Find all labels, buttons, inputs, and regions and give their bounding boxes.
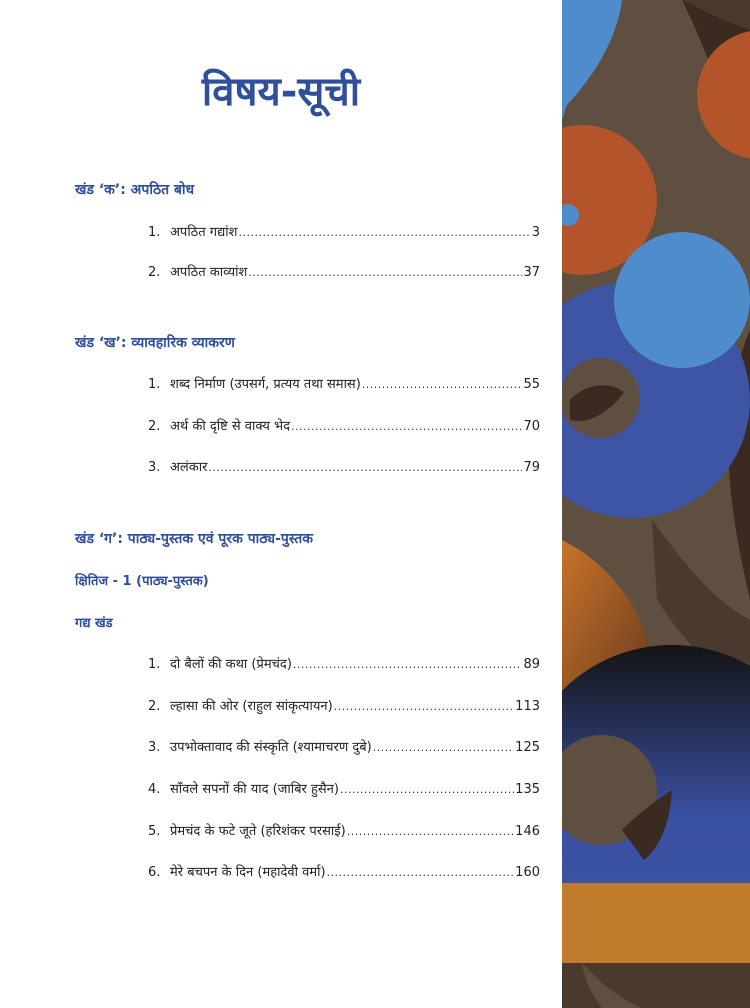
- decorative-artwork: [562, 0, 750, 1008]
- entry-number: 2.: [148, 699, 161, 714]
- entry-title: अपठित काव्यांश: [170, 265, 248, 280]
- entry-page: 146: [515, 824, 540, 839]
- entry-title: दो बैलों की कथा (प्रेमचंद): [170, 657, 292, 672]
- entry-number: 2.: [148, 419, 161, 434]
- entry-number: 6.: [148, 865, 161, 880]
- entry-page: 3: [531, 225, 540, 240]
- entry-number: 3.: [148, 460, 161, 475]
- dot-leader: [293, 658, 523, 671]
- entry-page: 37: [523, 265, 540, 280]
- toc-entry[interactable]: [148, 222, 540, 242]
- toc-entry[interactable]: [148, 457, 540, 477]
- entry-title: ल्हासा की ओर (राहुल सांकृत्यायन): [170, 699, 333, 714]
- entry-title: साँवले सपनों की याद (जाबिर हुसैन): [170, 782, 339, 797]
- dot-leader: [347, 825, 514, 838]
- entry-page: 160: [515, 865, 540, 880]
- entry-title: अलंकार: [170, 460, 208, 475]
- entry-title: मेरे बचपन के दिन (महादेवी वर्मा): [170, 865, 326, 880]
- toc-entry[interactable]: [148, 262, 540, 282]
- entry-page: 125: [515, 740, 540, 755]
- entry-title: अर्थ की दृष्टि से वाक्य भेद: [170, 419, 291, 434]
- abstract-shapes-graphic: [562, 0, 750, 1008]
- entry-page: 113: [515, 699, 540, 714]
- dot-leader: [340, 783, 514, 796]
- dot-leader: [373, 741, 514, 754]
- entry-title: शब्द निर्माण (उपसर्ग, प्रत्यय तथा समास): [170, 377, 361, 392]
- entry-page: 70: [523, 419, 540, 434]
- entry-number: 1.: [148, 225, 161, 240]
- section-heading-b: खंड ‘ख’: व्यावहारिक व्याकरण: [75, 335, 235, 351]
- section-heading-a: खंड ‘क’: अपठित बोध: [75, 182, 195, 198]
- toc-entry[interactable]: [148, 821, 540, 841]
- entry-title: उपभोक्तावाद की संस्कृति (श्यामाचरण दुबे): [170, 740, 372, 755]
- entry-page: 135: [515, 782, 540, 797]
- dot-leader: [248, 266, 522, 279]
- dot-leader: [208, 461, 522, 474]
- subsubsection-heading: गद्य खंड: [75, 616, 113, 631]
- entry-title: प्रेमचंद के फटे जूते (हरिशंकर परसाई): [170, 824, 346, 839]
- entry-number: 1.: [148, 377, 161, 392]
- toc-entry[interactable]: [148, 737, 540, 757]
- toc-entry[interactable]: [148, 416, 540, 436]
- section-heading-c: खंड ‘ग’: पाठ्य-पुस्तक एवं पूरक पाठ्य-पुस्तक: [75, 531, 314, 547]
- subsection-heading: क्षितिज - 1 (पाठ्य-पुस्तक): [75, 574, 209, 589]
- toc-entry[interactable]: [148, 862, 540, 882]
- dot-leader: [334, 700, 515, 713]
- entry-page: 55: [523, 377, 540, 392]
- entry-page: 89: [523, 657, 540, 672]
- dot-leader: [327, 866, 515, 879]
- entry-number: 4.: [148, 782, 161, 797]
- entry-number: 5.: [148, 824, 161, 839]
- entry-number: 3.: [148, 740, 161, 755]
- toc-entry[interactable]: [148, 374, 540, 394]
- dot-leader: [362, 378, 523, 391]
- entry-title: अपठित गद्यांश: [170, 225, 238, 240]
- dot-leader: [291, 420, 522, 433]
- entry-page: 79: [523, 460, 540, 475]
- entry-number: 1.: [148, 657, 161, 672]
- dot-leader: [239, 226, 531, 239]
- toc-entry[interactable]: [148, 696, 540, 716]
- page-title: विषय-सूची: [201, 69, 361, 115]
- entry-number: 2.: [148, 265, 161, 280]
- toc-entry[interactable]: [148, 779, 540, 799]
- toc-entry[interactable]: [148, 654, 540, 674]
